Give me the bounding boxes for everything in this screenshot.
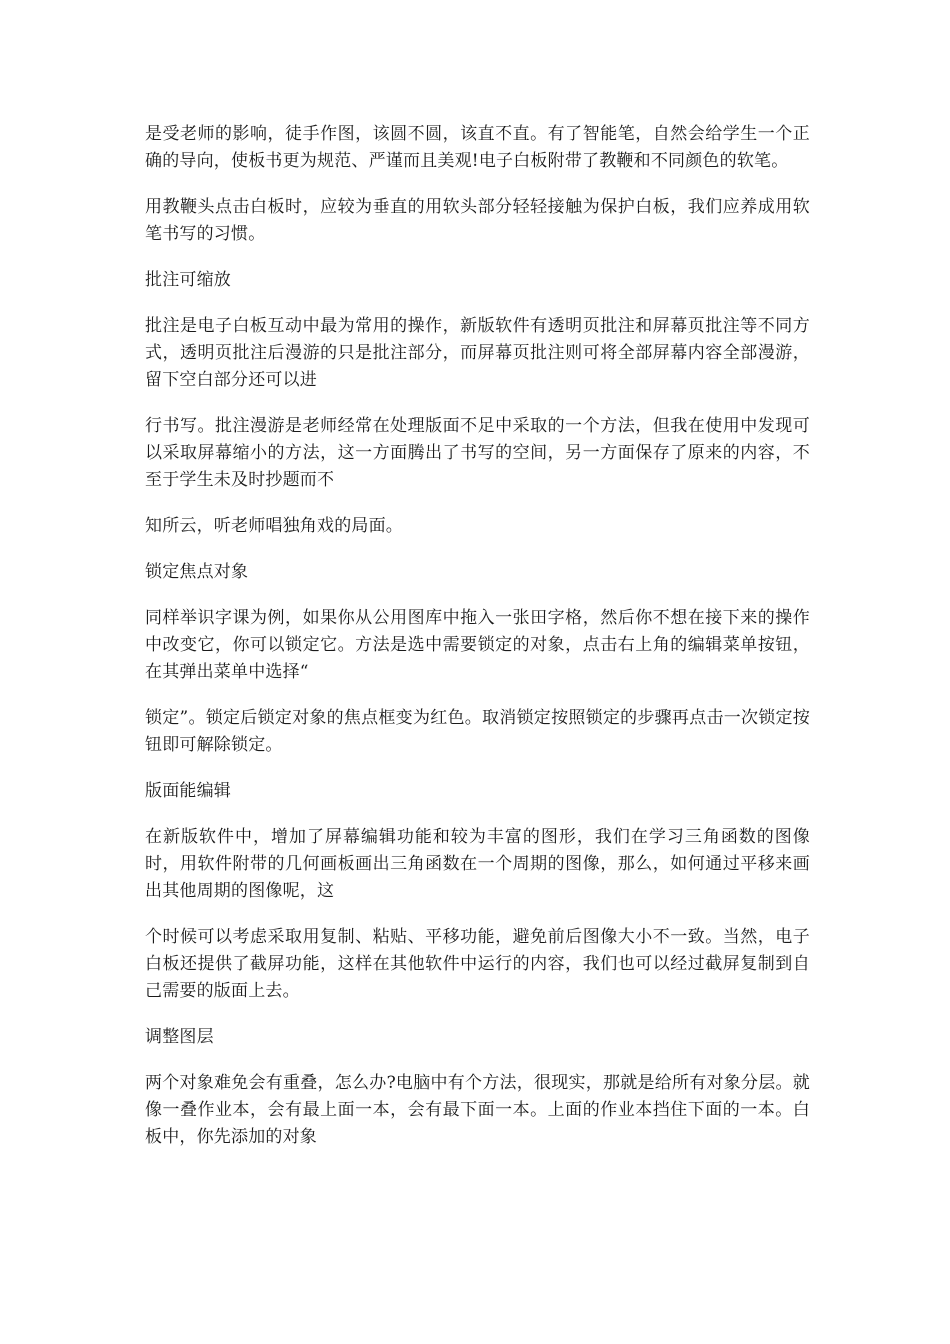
section-heading: 批注可缩放 [145, 270, 231, 290]
document-body [145, 121, 810, 1170]
paragraph: 是受老师的影响，徒手作图，该圆不圆，该直不直。有了智能笔，自然会给学生一个正确的导向，使板书更为规范、严谨而且美观!电子白板附带了教鞭和不同颜色的软笔。 [145, 124, 810, 171]
paragraph: 两个对象难免会有重叠，怎么办?电脑中有个方法，很现实，那就是给所有对象分层。就像一叠作业本，会有最上面一本，会有最下面一本。上面的作业本挡住下面的一本。白板中，你先添加的对象 [145, 1073, 810, 1147]
paragraph: 同样举识字课为例，如果你从公用图库中拖入一张田字格，然后你不想在接下来的操作中改变它，你可以锁定它。方法是选中需要锁定的对象，点击右上角的编辑菜单按钮，在其弹出菜单中选择“ [145, 608, 810, 682]
paragraph: 用教鞭头点击白板时，应较为垂直的用软头部分轻轻接触为保护白板，我们应养成用软笔书写的习惯。 [145, 197, 810, 244]
paragraph: 个时候可以考虑采取用复制、粘贴、平移功能，避免前后图像大小不一致。当然，电子白板还提供了截屏功能，这样在其他软件中运行的内容，我们也可以经过截屏复制到自己需要的版面上去。 [145, 927, 810, 1001]
section-heading: 锁定焦点对象 [145, 562, 249, 582]
paragraph: 批注是电子白板互动中最为常用的操作，新版软件有透明页批注和屏幕页批注等不同方式，透明页批注后漫游的只是批注部分，而屏幕页批注则可将全部屏幕内容全部漫游，留下空白部分还可以进 [145, 316, 810, 390]
paragraph: 锁定”。锁定后锁定对象的焦点框变为红色。取消锁定按照锁定的步骤再点击一次锁定按钮即可解除锁定。 [145, 708, 810, 755]
paragraph: 行书写。批注漫游是老师经常在处理版面不足中采取的一个方法，但我在使用中发现可以采取屏幕缩小的方法，这一方面腾出了书写的空间，另一方面保存了原来的内容，不至于学生未及时抄题而不 [145, 416, 810, 490]
paragraph: 在新版软件中，增加了屏幕编辑功能和较为丰富的图形，我们在学习三角函数的图像时，用软件附带的几何画板画出三角函数在一个周期的图像，那么，如何通过平移来画出其他周期的图像呢，这 [145, 827, 810, 901]
section-heading: 调整图层 [145, 1027, 214, 1047]
paragraph: 知所云，听老师唱独角戏的局面。 [145, 516, 403, 536]
section-heading: 版面能编辑 [145, 781, 231, 801]
